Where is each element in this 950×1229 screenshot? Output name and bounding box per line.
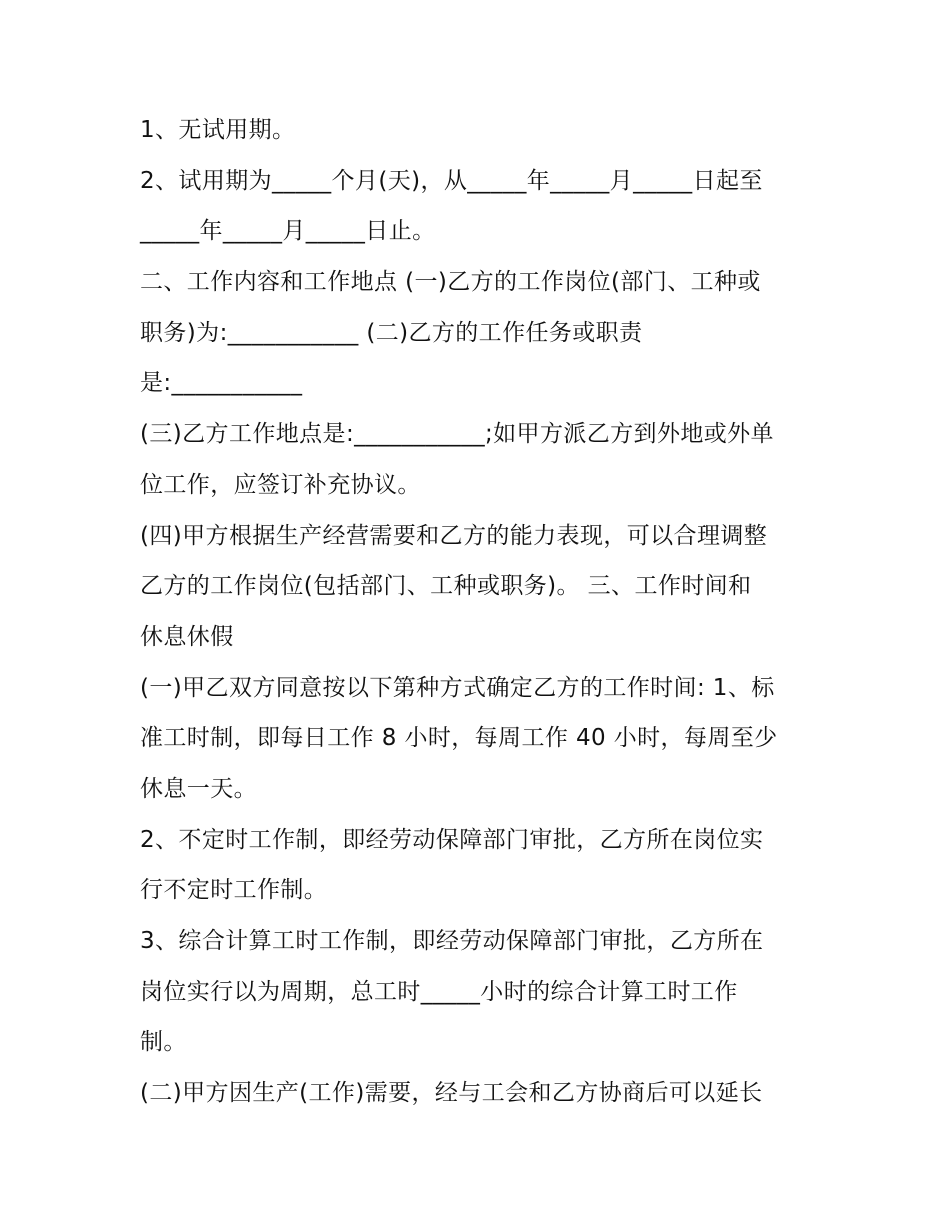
text-line-12: (一)甲乙双方同意按以下第种方式确定乙方的工作时间: 1、标 (140, 675, 775, 701)
text-line-17: 3、综合计算工时工作制，即经劳动保障部门审批，乙方所在 (140, 928, 764, 954)
text-line-16: 行不定时工作制。 (140, 877, 328, 903)
text-line-6: 是:___________ (140, 370, 303, 396)
text-line-11: 休息休假 (140, 624, 234, 650)
text-line-15: 2、不定时工作制，即经劳动保障部门审批，乙方所在岗位实 (140, 827, 764, 853)
text-line-5: 职务)为:___________ (二)乙方的工作任务或职责 (140, 320, 643, 346)
text-line-13: 准工时制，即每日工作 8 小时，每周工作 40 小时，每周至少 (140, 725, 778, 751)
text-line-2: 2、试用期为_____个月(天)，从_____年_____月_____日起至 (140, 168, 763, 194)
text-line-9: (四)甲方根据生产经营需要和乙方的能力表现，可以合理调整 (140, 523, 768, 549)
text-line-20: (二)甲方因生产(工作)需要，经与工会和乙方协商后可以延长 (140, 1080, 763, 1106)
text-line-7: (三)乙方工作地点是:___________;如甲方派乙方到外地或外单 (140, 421, 774, 447)
text-line-14: 休息一天。 (140, 776, 257, 802)
text-line-10: 乙方的工作岗位(包括部门、工种或职务)。 三、工作时间和 (140, 573, 752, 599)
text-line-19: 制。 (140, 1029, 187, 1055)
text-line-4: 二、工作内容和工作地点 (一)乙方的工作岗位(部门、工种或 (140, 269, 761, 295)
text-line-3: _____年_____月_____日止。 (140, 218, 436, 244)
text-line-18: 岗位实行以为周期，总工时_____小时的综合计算工时工作 (140, 979, 738, 1005)
text-line-8: 位工作，应签订补充协议。 (140, 472, 421, 498)
text-line-1: 1、无试用期。 (140, 117, 296, 143)
